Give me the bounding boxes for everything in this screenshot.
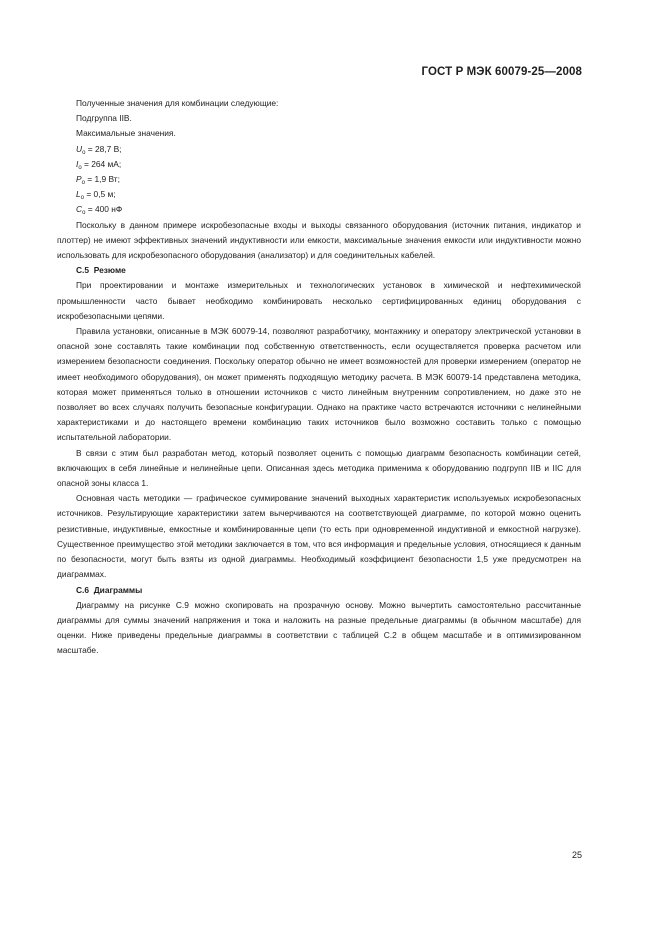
max-values-line: Максимальные значения. — [76, 128, 176, 139]
param-co: $C_o = 400$ нФ — [76, 204, 123, 217]
para-c5-2: Правила установки, описанные в МЭК 60079-14, позволяют разработчику, монтажнику и оператору электрической установки в опасной зоне составлять такие комбинации под собственную ответственность, если осуществляется проверка расчетом или измерением безопасности соединения. Поскольку оператор обычно не имеет возможностей для проверки измерением (оператор не имеет необходимого оборудования), он может применять подходящую методику расчета. В МЭК 60079-14 представлена методика, которая может применяться только в отношении источников с чисто линейным внутренним сопротивлением, но даже это не позволяет во всех случаях получить безопасные конфигурации. Однако на практике часто встречаются источники с нелинейными характеристиками и до настоящего времени комбинацию таких источников было возможно составить только с помощью испытательной лаборатории. — [57, 326, 581, 443]
subgroup-line: Подгруппа IIB. — [76, 113, 132, 124]
intro-line: Полученные значения для комбинации следующие: — [76, 98, 279, 108]
section-c6-heading: С.6 Диаграммы — [76, 584, 143, 595]
page-number: 25 — [571, 850, 582, 860]
param-po: $P_o = 1,9$ Вт; — [76, 174, 120, 187]
para-c5-4: Основная часть методики — графическое суммирование значений выходных характеристик используемых искробезопасных источников. Результирующие характеристики затем вычерчиваются на соответствующей диаграмме, по которой можно оценить резистивные, индуктивные, емкостные и комбинированные цепи (то есть при одновременной индуктивной и емкостной нагрузке). Существенное преимущество этой методики заключается в том, что вся информация и предельные условия, относящиеся к данным по безопасности, могут быть взяты из одной диаграммы. Необходимый коэффициент безопасности 1,5 уже предусмотрен на диаграммах. — [57, 493, 581, 580]
section-c5-heading: С.5 Резюме — [76, 265, 126, 276]
para-c5-3: В связи с этим был разработан метод, который позволяет оценить с помощью диаграмм безопасность комбинации сетей, включающих в себя линейные и нелинейные цепи. Описанная здесь методика применима к оборудованию подгрупп IIB и IIC для опасной зоны класса 1. — [57, 447, 581, 489]
document-header: ГОСТ Р МЭК 60079-25—2008 — [421, 66, 582, 78]
document-body — [57, 96, 581, 659]
param-lo: $L_o = 0,5$ м; — [76, 189, 116, 202]
para-because: Поскольку в данном примере искробезопасные входы и выходы связанного оборудования (источник питания, индикатор и плоттер) не имеют эффективных значений индуктивности или емкости, максимальные значения емкости или индуктивности можно использовать для искробезопасного оборудования (анализатор) и для соединительных кабелей. — [57, 219, 581, 261]
para-c5-1: При проектировании и монтаже измерительных и технологических установок в химической и нефтехимической промышленности часто бывает необходимо комбинировать несколько сертифицированных единиц оборудования с искробезопасными цепями. — [57, 280, 581, 321]
param-uo: $U_o = 28,7$ В; — [76, 143, 122, 156]
para-c6-1: Диаграмму на рисунке С.9 можно скопировать на прозрачную основу. Можно вычертить самостоятельно рассчитанные диаграммы для суммы значений напряжения и тока и наложить на разные предельные диаграммы (в обычном масштабе) для оценки. Ниже приведены предельные диаграммы в соответствии с таблицей С.2 в общем масштабе и в оптимизированном масштабе. — [57, 599, 581, 656]
param-io: $I_o = 264$ мА; — [76, 158, 122, 171]
